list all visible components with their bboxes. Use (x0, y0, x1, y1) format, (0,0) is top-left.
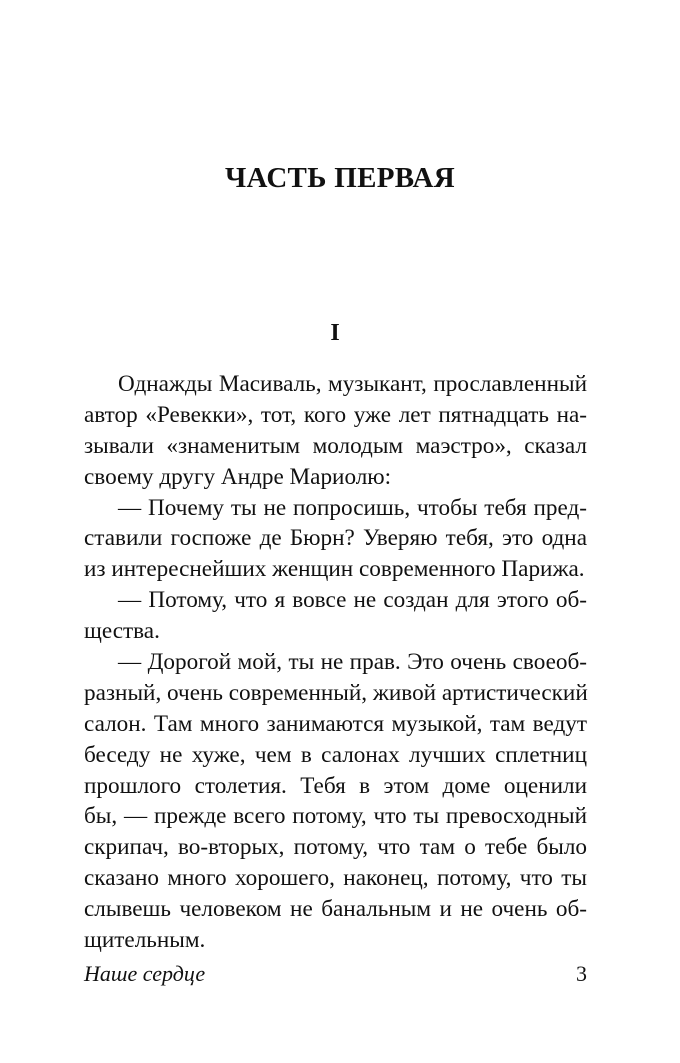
page-footer (84, 961, 587, 987)
chapter-number: I (330, 320, 340, 346)
part-title: ЧАСТЬ ПЕРВАЯ (224, 162, 456, 194)
text-line: бы, — прежде всего потому, что ты превосходный (84, 803, 587, 830)
text-line: из интереснейших женщин современного Парижа. (84, 556, 585, 583)
text-line: беседу не хуже, чем в салонах лучших сплетниц (84, 741, 587, 768)
text-line: разный, очень современный, живой артистический (84, 679, 588, 706)
text-line: зывали «знаменитым молодым маэстро», сказал (84, 432, 587, 459)
text-line: ставили госпоже де Бюрн? Уверяю тебя, это одна (84, 525, 587, 552)
text-line: автор «Ревекки», тот, кого уже лет пятнадцать на- (84, 401, 587, 428)
text-line: слывешь человеком не банальным и не очень об- (84, 896, 587, 923)
text-line: скрипач, во-вторых, потому, что там о тебе было (84, 834, 587, 861)
text-line: сказано много хорошего, наконец, потому, что ты (84, 865, 587, 892)
text-line: — Почему ты не попросишь, чтобы тебя пред- (118, 494, 587, 521)
text-line: — Потому, что я вовсе не создан для этого об- (118, 587, 587, 614)
text-line: щительным. (84, 927, 206, 954)
page-number: 3 (576, 961, 587, 986)
body-text (84, 369, 587, 956)
text-line: щества. (84, 618, 160, 645)
text-line: — Дорогой мой, ты не прав. Это очень своеоб- (118, 649, 587, 676)
running-title: Наше сердце (84, 961, 206, 986)
text-line: салон. Там много занимаются музыкой, там ведут (84, 710, 587, 737)
text-line: прошлого столетия. Тебя в этом доме оценили (84, 772, 587, 799)
text-line: Однажды Масиваль, музыкант, прославленный (118, 371, 587, 397)
text-line: своему другу Андре Мариолю: (84, 463, 392, 490)
